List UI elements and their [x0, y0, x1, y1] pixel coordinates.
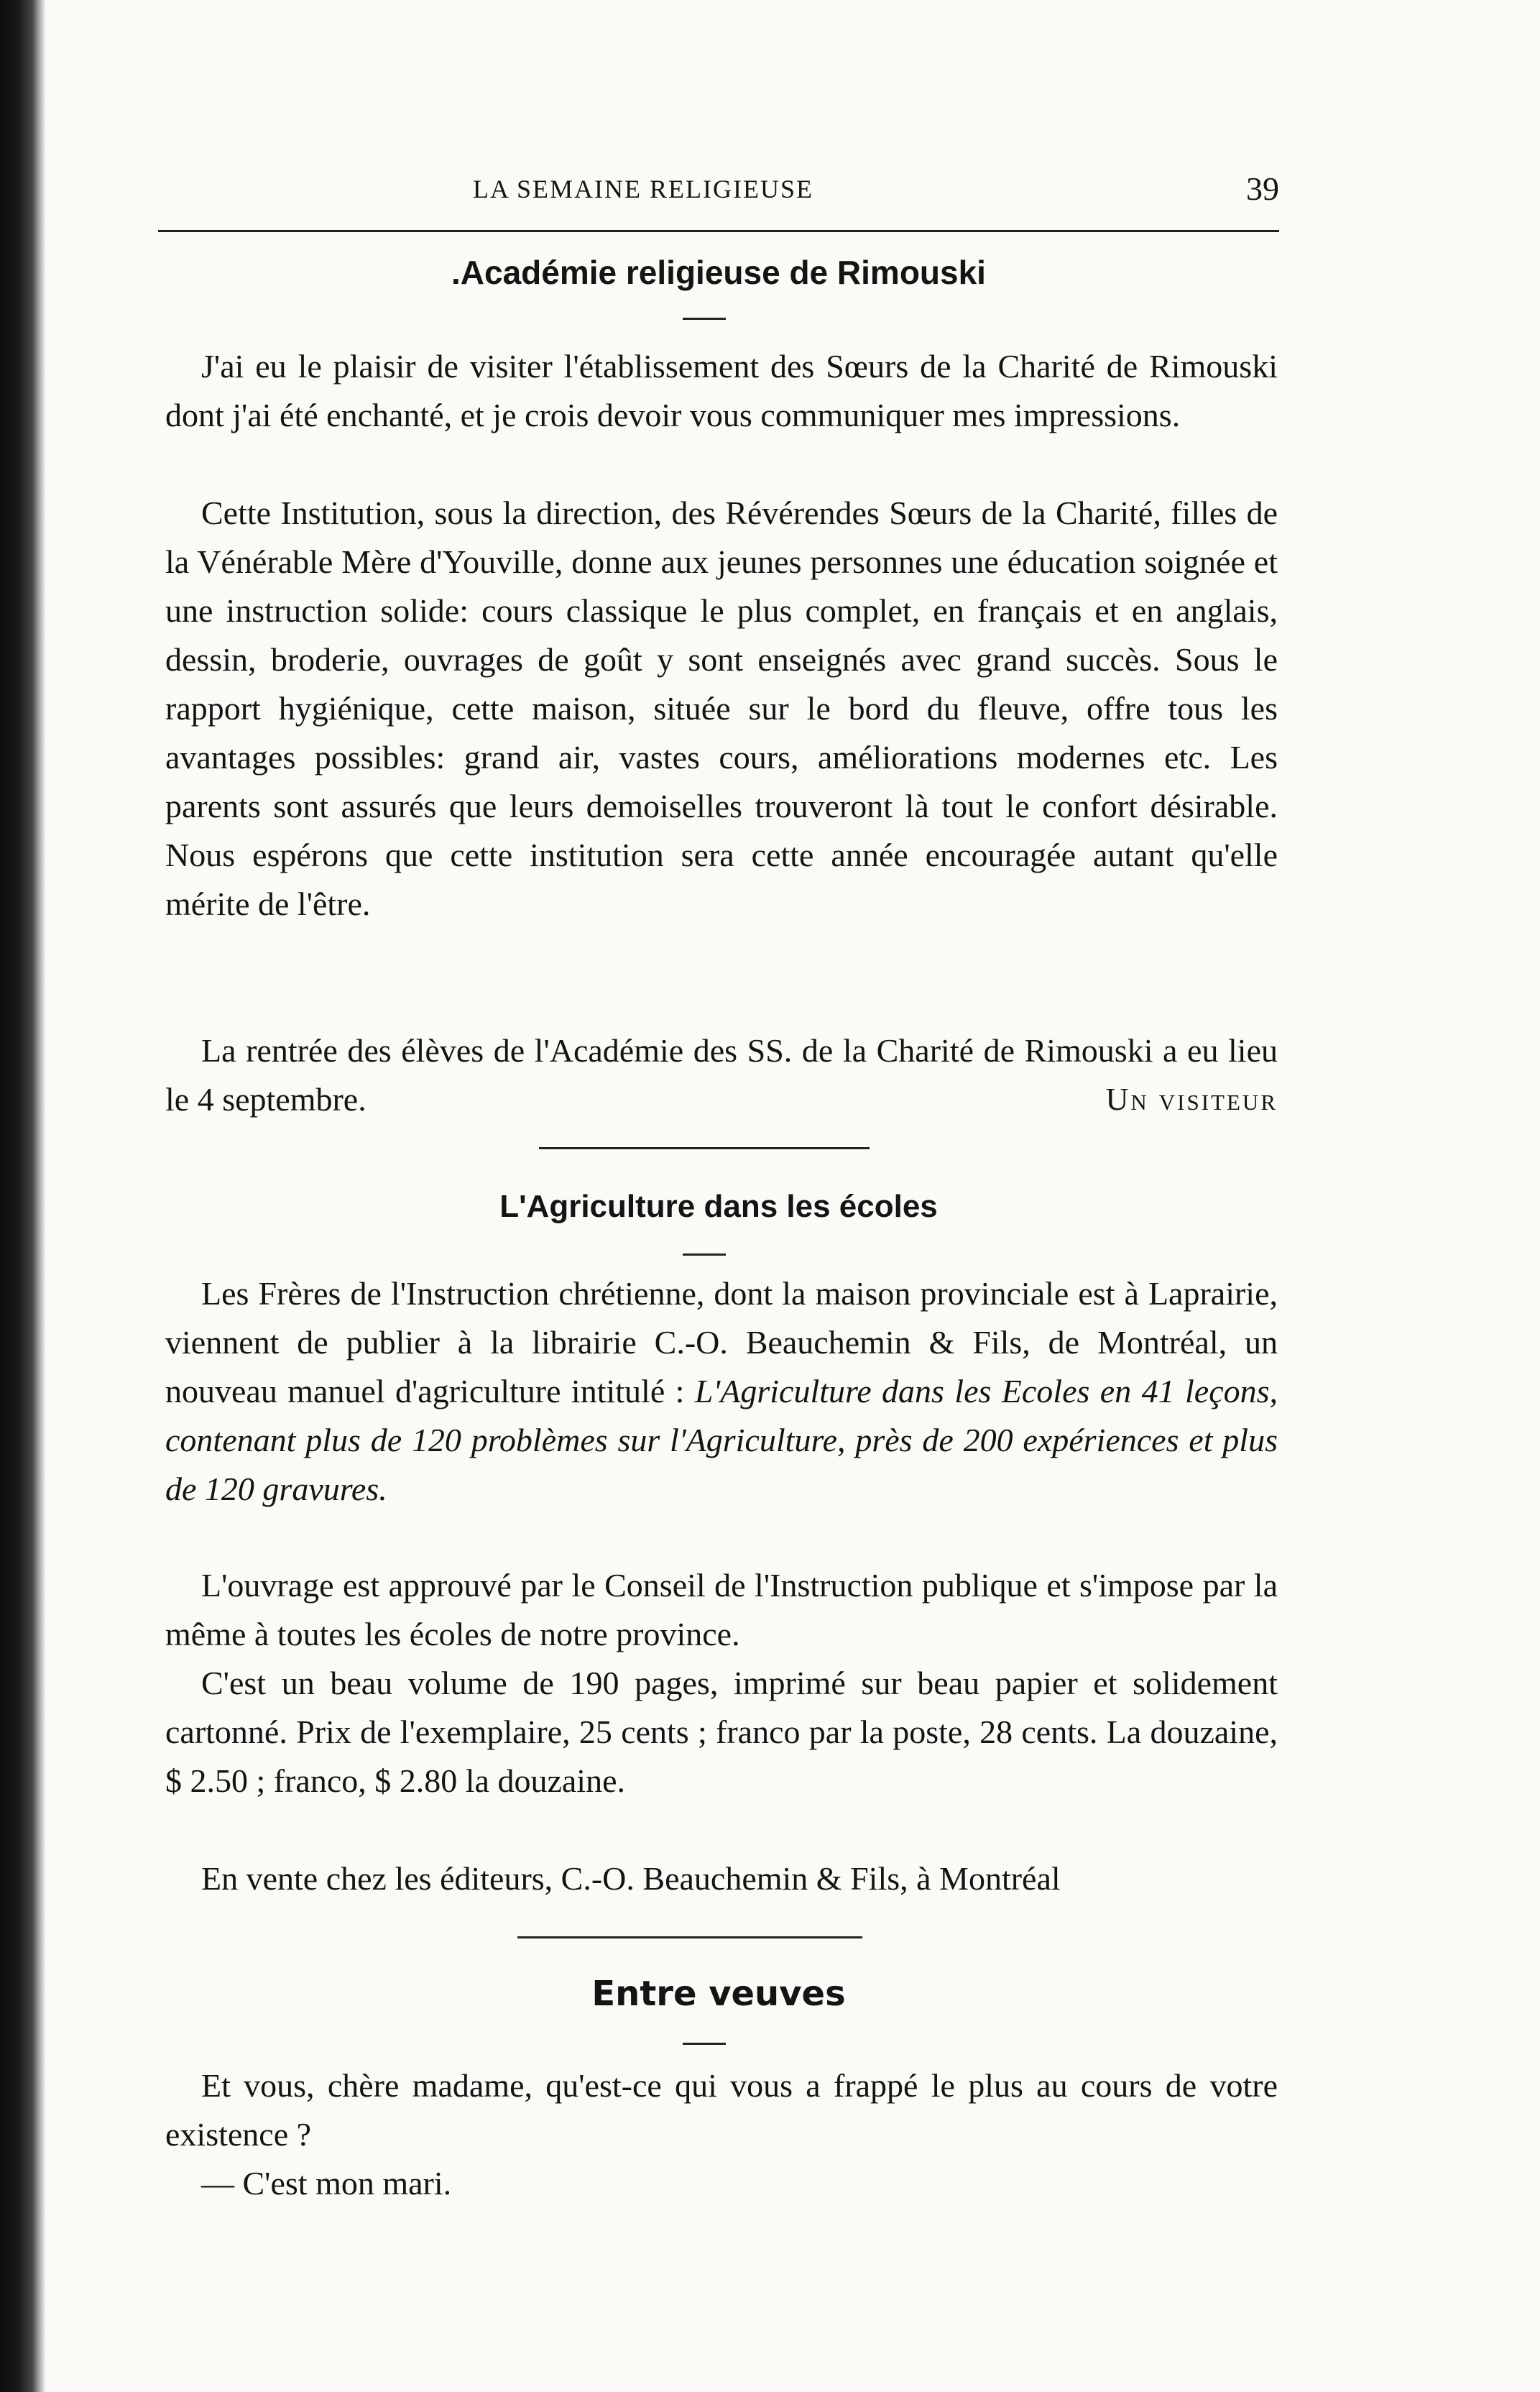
title-dash	[683, 1254, 726, 1256]
article3-paragraph-2: — C'est mon mari.	[201, 2165, 452, 2202]
header-rule	[158, 230, 1279, 232]
title-dash	[683, 2043, 726, 2045]
article2-paragraph-2: L'ouvrage est approuvé par le Conseil de l'Instruction publique et s'impose par la même à toutes les écoles de notre province.	[165, 1567, 1278, 1652]
article-title-veuves: Entre veuves	[591, 1974, 846, 2014]
article3-paragraph-1: Et vous, chère madame, qu'est-ce qui vous a frappé le plus au cours de votre existence ?	[165, 2067, 1278, 2153]
article1-paragraph-1: J'ai eu le plaisir de visiter l'établissement des Sœurs de la Charité de Rimouski dont j'ai été enchanté, et je crois devoir vous communiquer mes impressions.	[165, 348, 1278, 433]
running-title: LA SEMAINE RELIGIEUSE	[473, 175, 813, 203]
section-separator	[539, 1147, 870, 1149]
article1-paragraph-2: Cette Institution, sous la direction, des Révérendes Sœurs de la Charité, filles de la Vénérable Mère d'Youville, donne aux jeunes personnes une éducation soignée et une instruction solide: cours classique le plus complet, en français et en anglais, dessin, broderie, ouvrages de goût y sont enseignés avec grand succès. Sous le rapport hygiénique, cette maison, située sur le bord du fleuve, offre tous les avantages possibles: grand air, vastes cours, améliorations modernes etc. Les parents sont assurés que leurs demoiselles trouveront là tout le confort désirable. Nous espérons que cette institution sera cette année encouragée autant qu'elle mérite de l'être.	[165, 494, 1278, 922]
title-dash	[683, 318, 726, 320]
binding-edge	[0, 0, 46, 2392]
running-header	[158, 170, 1279, 213]
article2-paragraph-4: En vente chez les éditeurs, C.-O. Beauchemin & Fils, à Montréal	[201, 1860, 1061, 1897]
article2-paragraph-3: C'est un beau volume de 190 pages, imprimé sur beau papier et solidement cartonné. Prix de l'exemplaire, 25 cents ; franco par la poste, 28 cents. La douzaine, $ 2.50 ; franco, $ 2.80 la douzaine.	[165, 1665, 1278, 1799]
signature: Un visiteur	[1105, 1082, 1278, 1117]
page	[158, 0, 1279, 2392]
page-number: 39	[1246, 170, 1279, 207]
article2-paragraph-1: Les Frères de l'Instruction chrétienne, dont la maison provinciale est à Laprairie, viennent de publier à la librairie C.-O. Beauchemin & Fils, de Montréal, un nouveau manuel d'agriculture intitulé : L'Agriculture dans les Ecoles en 41 leçons, contenant plus de 120 problèmes sur l'Agriculture, près de 200 expériences et plus de 120 gravures.	[165, 1275, 1278, 1507]
book-title: L'Agriculture dans les Ecoles en 41 leçons, contenant plus de 120 problèmes sur l'Agriculture, près de 200 expériences et plus de 120 gravures.	[165, 1373, 1278, 1507]
article-title-agriculture: L'Agriculture dans les écoles	[499, 1189, 938, 1224]
article1-paragraph-3: La rentrée des élèves de l'Académie des SS. de la Charité de Rimouski a eu lieu le 4 septembre. Un visiteur	[165, 1026, 1278, 1124]
section-separator	[517, 1936, 862, 1938]
article-title-academie: .Académie religieuse de Rimouski	[451, 254, 986, 291]
